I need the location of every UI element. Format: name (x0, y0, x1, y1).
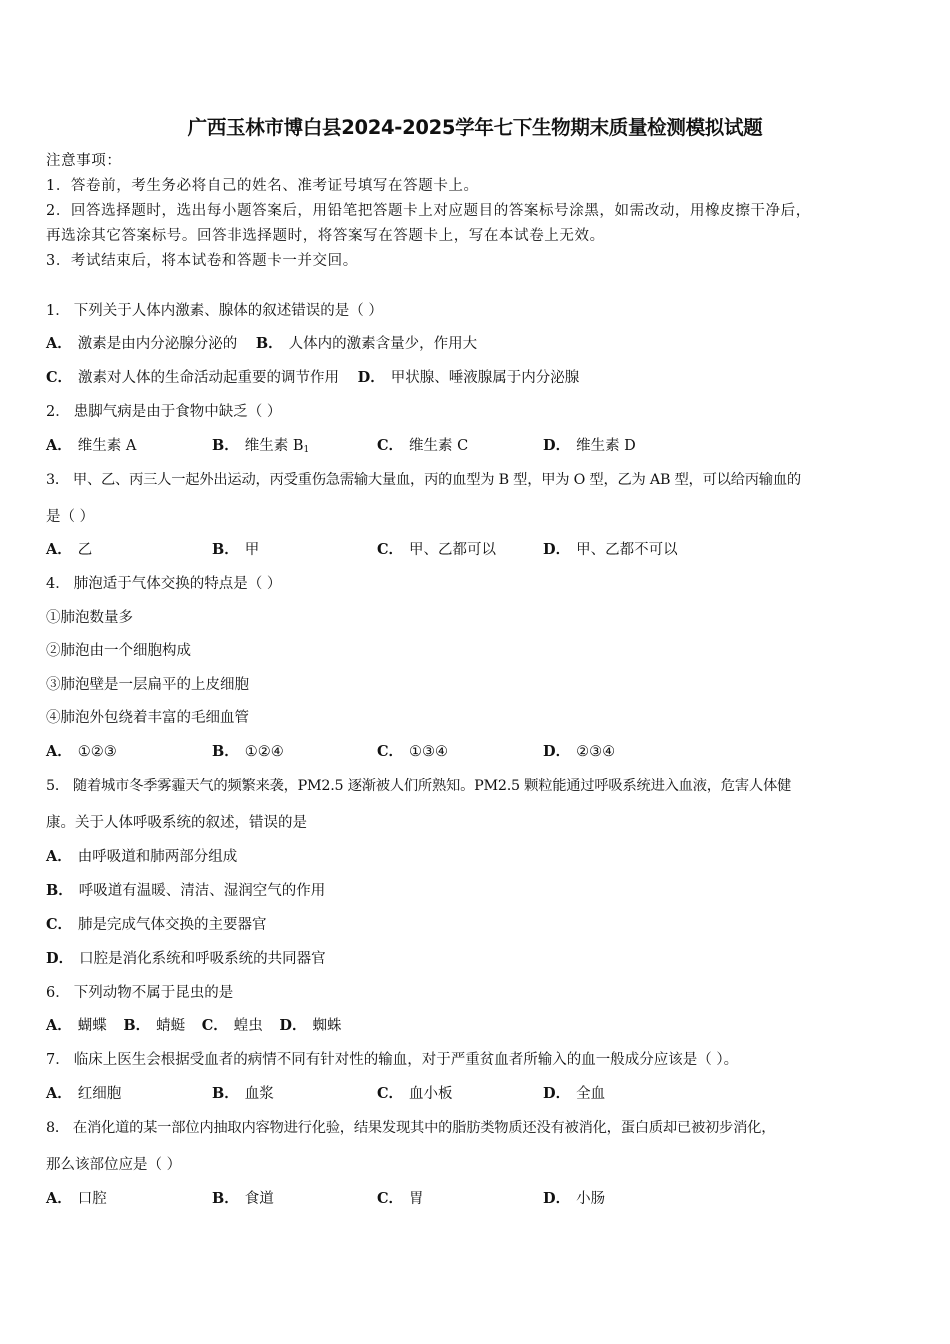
question-6-options (46, 1016, 341, 1036)
option-label: D． (279, 1017, 307, 1034)
option-text: 蝴蝶 (77, 1018, 107, 1034)
option-a (46, 336, 237, 352)
option-text: 人体内的激素含量少，作用大 (288, 336, 478, 352)
option-text: 维生素 A (77, 438, 137, 454)
option-text: 激素是由内分泌腺分泌的 (77, 336, 238, 352)
question-1-options-row2 (46, 368, 579, 388)
option-text: 甲、乙都不可以 (576, 542, 678, 558)
option-text: 乙 (77, 542, 93, 558)
question-6-stem (46, 983, 233, 1003)
option-d (543, 540, 678, 560)
notice-item: 1．答卷前，考生务必将自己的姓名、准考证号填写在答题卡上。 (46, 178, 479, 194)
option-b (212, 540, 259, 560)
question-number: 7． (46, 1052, 70, 1068)
option-text: 小肠 (576, 1191, 606, 1207)
option-c (377, 436, 468, 456)
option-label: B． (212, 1085, 239, 1102)
question-number: 8． (46, 1120, 69, 1136)
option-label: C． (377, 1190, 404, 1207)
option-text: 甲状腺、唾液腺属于内分泌腺 (390, 370, 580, 386)
option-text: 肺是完成气体交换的主要器官 (78, 917, 267, 933)
option-c (46, 915, 267, 935)
option-text: ①③④ (409, 744, 449, 760)
option-text: 蜻蜓 (156, 1018, 186, 1034)
option-text: 口腔 (77, 1191, 107, 1207)
question-text: 下列动物不属于昆虫的是 (73, 985, 234, 1001)
option-d (358, 370, 580, 386)
option-label: D． (543, 541, 571, 558)
option-label: A． (46, 1017, 72, 1034)
question-2-options (46, 436, 906, 456)
option-label: D． (46, 950, 74, 967)
question-number: 5． (46, 778, 69, 794)
option-label: C． (46, 916, 73, 933)
option-a (46, 436, 136, 456)
option-label: A． (46, 1190, 72, 1207)
option-a (46, 847, 237, 867)
option-text: 全血 (576, 1086, 606, 1102)
option-text: 呼吸道有温暖、清洁、湿润空气的作用 (78, 883, 326, 899)
option-text: 血小板 (409, 1086, 453, 1102)
option-d (543, 742, 615, 762)
option-d (46, 949, 326, 969)
option-label: B． (46, 882, 73, 899)
option-text: 维生素 B (244, 438, 304, 454)
option-text: 胃 (409, 1191, 424, 1207)
option-c (377, 1084, 453, 1104)
option-label: A． (46, 541, 72, 558)
option-text: 蝗虫 (233, 1018, 263, 1034)
option-label: A． (46, 335, 72, 352)
option-label: C． (377, 541, 404, 558)
option-label: D． (543, 1190, 571, 1207)
question-8-stem-cont: 那么该部位应是（ ） (46, 1157, 182, 1173)
option-d (279, 1018, 341, 1034)
question-4-statement: ②肺泡由一个细胞构成 (46, 643, 191, 659)
option-text: 甲、乙都可以 (409, 542, 497, 558)
option-text: 维生素 D (576, 438, 636, 454)
question-5-stem (46, 776, 791, 796)
question-text: 患脚气病是由于食物中缺乏（ ） (73, 404, 282, 420)
question-3-stem (46, 470, 801, 490)
question-4-statement: ①肺泡数量多 (46, 610, 133, 626)
option-text: 由呼吸道和肺两部分组成 (77, 849, 238, 865)
option-a (46, 1084, 121, 1104)
question-4-statement: ③肺泡壁是一层扁平的上皮细胞 (46, 677, 249, 693)
option-label: D． (543, 743, 571, 760)
option-label: C． (377, 437, 404, 454)
option-label: A． (46, 743, 72, 760)
question-4-options (46, 742, 906, 762)
question-4-statement: ④肺泡外包绕着丰富的毛细血管 (46, 710, 249, 726)
question-text: 随着城市冬季雾霾天气的频繁来袭，PM2.5 逐渐被人们所熟知。PM2.5 颗粒能通过呼吸系统进入血液，危害人体健 (72, 778, 792, 794)
question-text: 在消化道的某一部位内抽取内容物进行化验，结果发现其中的脂肪类物质还没有被消化，蛋白质却已被初步消化， (72, 1120, 776, 1136)
question-number: 4． (46, 576, 70, 592)
option-label: D． (543, 1085, 571, 1102)
option-d (543, 436, 636, 456)
question-number: 1． (46, 303, 70, 319)
option-text: 红细胞 (77, 1086, 122, 1102)
option-label: A． (46, 848, 72, 865)
option-label: A． (46, 1085, 72, 1102)
option-a (46, 540, 92, 560)
question-number: 2． (46, 404, 70, 420)
option-b (212, 742, 284, 762)
option-label: C． (377, 1085, 404, 1102)
question-3-stem-cont: 是（ ） (46, 509, 95, 525)
question-number: 3． (46, 472, 69, 488)
option-b (46, 881, 325, 901)
question-2-stem (46, 402, 281, 422)
option-label: D． (357, 369, 385, 386)
question-1-stem (46, 301, 383, 321)
question-7-stem (46, 1050, 738, 1070)
option-a (46, 1018, 107, 1034)
option-d (543, 1084, 605, 1104)
option-label: B． (212, 541, 239, 558)
option-b (212, 1189, 274, 1209)
option-label: C． (46, 369, 73, 386)
option-text: 激素对人体的生命活动起重要的调节作用 (78, 370, 340, 386)
question-text: 临床上医生会根据受血者的病情不同有针对性的输血，对于严重贫血者所输入的血一般成分应该是（ ）。 (73, 1052, 739, 1068)
option-b (256, 336, 477, 352)
question-3-options (46, 540, 906, 560)
option-text: ①②③ (77, 744, 117, 760)
option-b (212, 436, 309, 460)
option-text: 甲 (244, 542, 260, 558)
option-label: B． (212, 743, 239, 760)
option-text: 维生素 C (409, 438, 469, 454)
option-b (212, 1084, 274, 1104)
question-5-stem-cont: 康。关于人体呼吸系统的叙述，错误的是 (46, 815, 307, 831)
option-text: 蜘蛛 (312, 1018, 342, 1034)
option-label: B． (123, 1017, 151, 1034)
option-a (46, 1189, 107, 1209)
notice-item: 再选涂其它答案标号。回答非选择题时，将答案写在答题卡上，写在本试卷上无效。 (46, 228, 605, 244)
question-7-options (46, 1084, 906, 1104)
option-text: ②③④ (576, 744, 616, 760)
question-8-stem (46, 1118, 775, 1138)
option-text: ①②④ (244, 744, 284, 760)
option-c (377, 742, 448, 762)
question-number: 6． (46, 985, 70, 1001)
option-label: C． (377, 743, 404, 760)
option-label: D． (543, 437, 571, 454)
question-4-stem (46, 574, 281, 594)
option-label: B． (255, 335, 283, 352)
notice-item: 3．考试结束后，将本试卷和答题卡一并交回。 (46, 253, 358, 269)
option-subscript: 1 (303, 445, 310, 455)
option-label: A． (46, 437, 72, 454)
question-text: 甲、乙、丙三人一起外出运动，丙受重伤急需输大量血，丙的血型为 B 型，甲为 O 型，乙为 AB 型，可以给丙输血的 (72, 472, 801, 488)
option-text: 血浆 (244, 1086, 274, 1102)
question-1-options-row1 (46, 334, 477, 354)
exam-title: 广西玉林市博白县2024-2025学年七下生物期末质量检测模拟试题 (187, 116, 763, 139)
question-text: 肺泡适于气体交换的特点是（ ） (73, 576, 282, 592)
question-text: 下列关于人体内激素、腺体的叙述错误的是（ ） (73, 303, 383, 319)
question-8-options (46, 1189, 906, 1209)
notice-heading: 注意事项： (46, 153, 122, 169)
notice-item: 2．回答选择题时，选出每小题答案后，用铅笔把答题卡上对应题目的答案标号涂黑，如需改动，用橡皮擦干净后， (46, 203, 811, 219)
option-label: C． (201, 1017, 228, 1034)
option-text: 口腔是消化系统和呼吸系统的共同器官 (79, 951, 326, 967)
option-c (46, 370, 339, 386)
option-b (123, 1018, 185, 1034)
option-c (377, 540, 496, 560)
option-a (46, 742, 117, 762)
option-label: B． (212, 1190, 239, 1207)
option-c (202, 1018, 263, 1034)
option-label: B． (212, 437, 239, 454)
option-c (377, 1189, 424, 1209)
option-text: 食道 (244, 1191, 274, 1207)
option-d (543, 1189, 605, 1209)
